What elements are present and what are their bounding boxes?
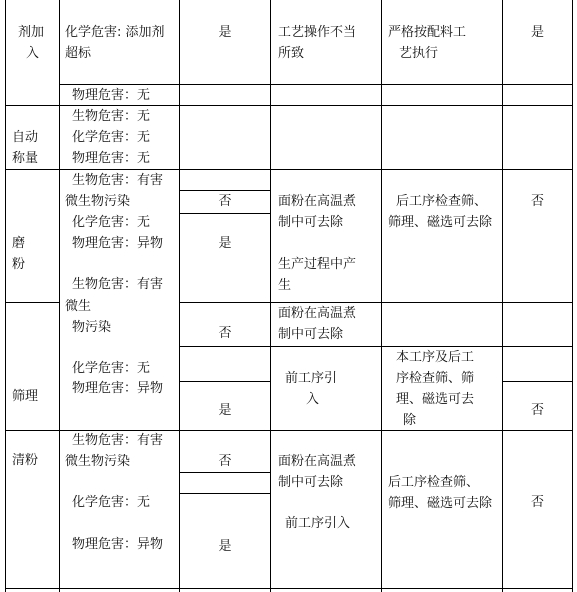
step-name: 称量 — [12, 151, 39, 166]
basis-text: 制中可去除 — [278, 215, 344, 230]
ccp-value: 否 — [530, 403, 544, 418]
hazard-text: 生物危害：有害 — [72, 173, 164, 188]
basis-text: 前工序引 — [285, 371, 338, 386]
column-divider — [59, 0, 60, 592]
column-divider — [381, 0, 382, 592]
hazard-text: 物理危害：异物 — [72, 236, 164, 251]
cell-divider — [179, 381, 271, 382]
ccp-value: 否 — [530, 495, 544, 510]
significance-value: 否 — [218, 194, 232, 209]
basis-text: 面粉在高温煮 — [278, 194, 357, 209]
table-border-left — [5, 0, 6, 592]
significance-value: 否 — [218, 326, 232, 341]
step-name: 入 — [26, 46, 40, 61]
hazard-text: 微生 — [65, 299, 92, 314]
ccp-value: 否 — [530, 194, 544, 209]
hazard-text: 化学危害：无 — [72, 361, 151, 376]
hazard-text: 超标 — [65, 46, 92, 61]
hazard-text: 化学危害：无 — [72, 495, 151, 510]
step-name: 剂加 — [18, 25, 45, 40]
hazard-text: 微生物污染 — [65, 454, 131, 469]
basis-text: 工艺操作不当 — [278, 25, 357, 40]
basis-text: 制中可去除 — [278, 475, 344, 490]
cell-divider — [502, 381, 573, 382]
table-border-right — [572, 0, 573, 592]
row-divider — [5, 302, 60, 303]
cell-divider — [179, 346, 573, 347]
significance-value: 是 — [218, 403, 232, 418]
hazard-text: 化学危害: 添加剂 — [65, 25, 165, 40]
hazard-text: 物污染 — [72, 320, 112, 335]
cell-divider — [179, 493, 271, 494]
basis-text: 前工序引入 — [285, 516, 351, 531]
row-divider — [5, 588, 573, 589]
significance-value: 是 — [218, 236, 232, 251]
significance-value: 是 — [218, 539, 232, 554]
significance-value: 否 — [218, 454, 232, 469]
basis-text: 生产过程中产 — [278, 257, 357, 272]
step-name: 磨 — [12, 236, 26, 251]
hazard-text: 化学危害：无 — [72, 215, 151, 230]
control-measure-text: 后工序检查筛、 — [388, 475, 480, 490]
hazard-text: 生物危害：有害 — [72, 277, 164, 292]
hazard-text: 生物危害：有害 — [72, 433, 164, 448]
column-divider — [270, 0, 271, 592]
hazard-text: 物理危害：异物 — [72, 381, 164, 396]
basis-text: 制中可去除 — [278, 327, 344, 342]
control-measure-text: 筛理、磁选可去除 — [388, 215, 493, 230]
hazard-text: 化学危害：无 — [72, 130, 151, 145]
basis-text: 入 — [306, 392, 320, 407]
hazard-text: 物理危害：无 — [72, 151, 151, 166]
cell-divider — [179, 472, 271, 473]
step-name: 粉 — [12, 257, 26, 272]
step-name: 清粉 — [12, 453, 39, 468]
control-measure-text: 本工序及后工 — [396, 350, 475, 365]
basis-text: 面粉在高温煮 — [278, 454, 357, 469]
basis-text: 所致 — [278, 46, 305, 61]
basis-text: 生 — [278, 278, 292, 293]
control-measure-text: 艺执行 — [399, 46, 439, 61]
hazard-text: 微生物污染 — [65, 194, 131, 209]
basis-text: 面粉在高温煮 — [278, 306, 357, 321]
control-measure-text: 后工序检查筛、 — [396, 194, 488, 209]
row-divider — [179, 302, 573, 303]
hazard-text: 物理危害：异物 — [72, 537, 164, 552]
hazard-text: 物理危害：无 — [72, 88, 151, 103]
control-measure-text: 严格按配料工 — [388, 25, 467, 40]
hazard-text: 生物危害：无 — [72, 109, 151, 124]
control-measure-text: 理、磁选可去 — [396, 392, 475, 407]
control-measure-text: 序检查筛、筛 — [396, 371, 475, 386]
control-measure-text: 筛理、磁选可去除 — [388, 496, 493, 511]
ccp-value: 是 — [530, 25, 544, 40]
significance-value: 是 — [218, 25, 232, 40]
control-measure-text: 除 — [403, 413, 417, 428]
cell-divider — [179, 213, 271, 214]
step-name: 筛理 — [12, 389, 39, 404]
column-divider — [179, 0, 180, 592]
step-name: 自动 — [12, 130, 39, 145]
